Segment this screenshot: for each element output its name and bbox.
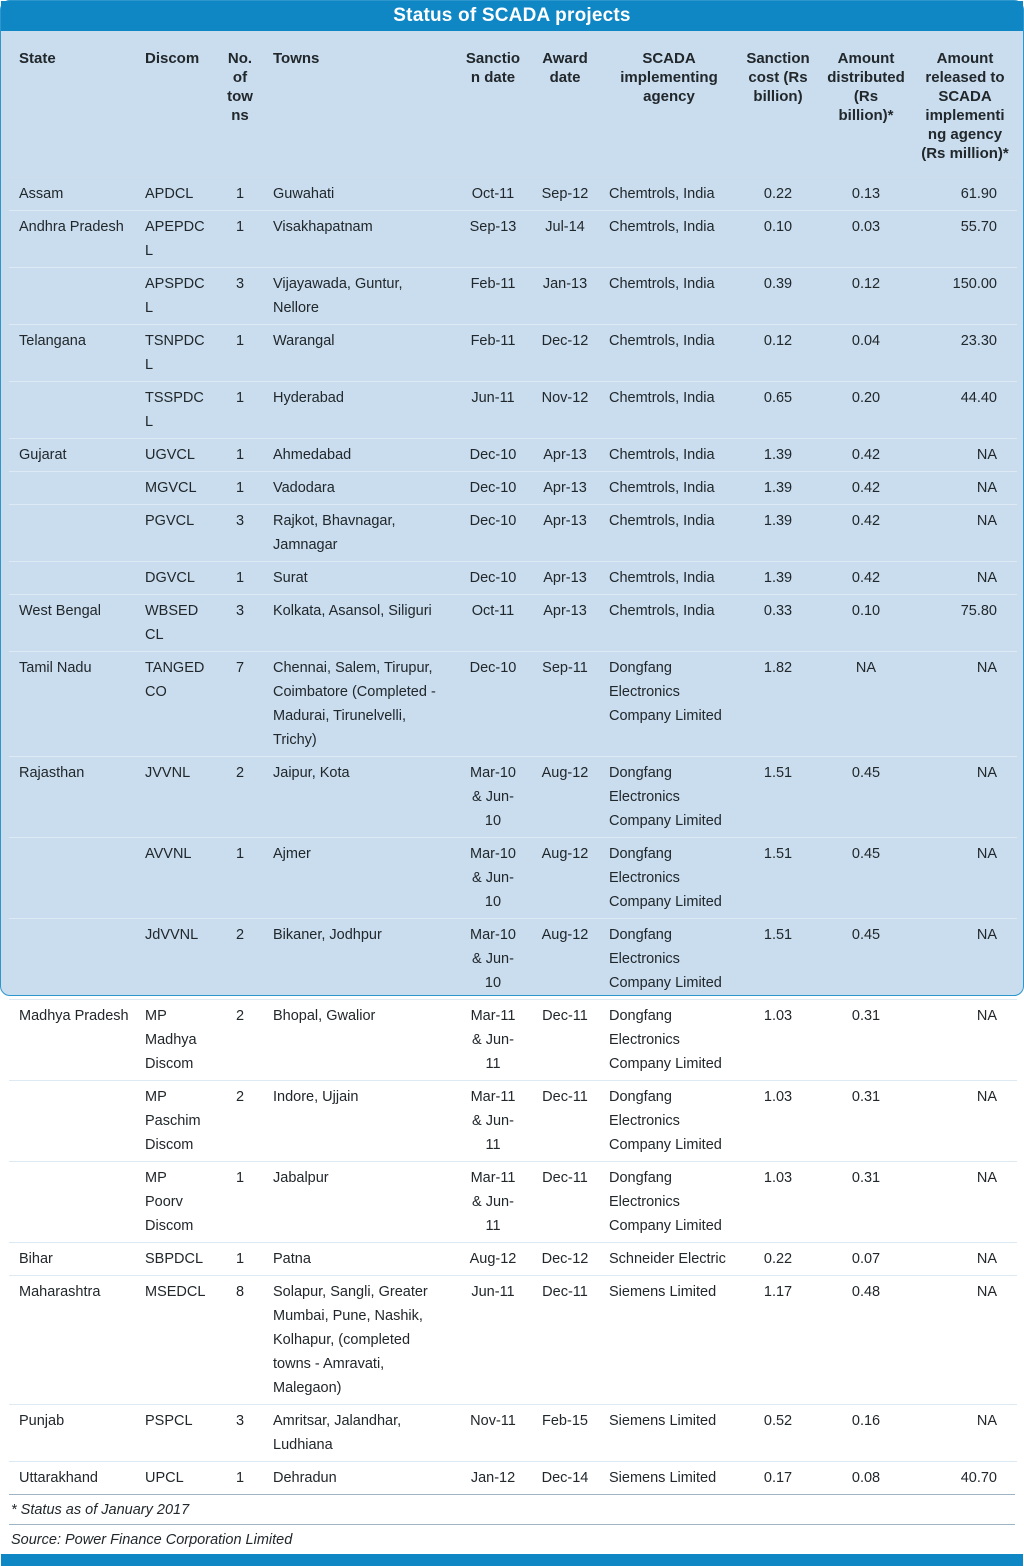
cell-discom: UPCL	[145, 1470, 184, 1486]
cell-sanction-date: Mar-10 & Jun-10	[470, 846, 516, 910]
cell-towns: Guwahati	[273, 186, 335, 202]
cell-amount-released: NA	[976, 846, 997, 862]
status-footnote: * Status as of January 2017	[9, 1495, 1015, 1525]
cell-towns: Patna	[273, 1251, 311, 1267]
cell-discom: MGVCL	[145, 480, 197, 496]
cell-state: Punjab	[19, 1413, 65, 1429]
footnotes	[9, 1494, 1015, 1554]
cell-amount-released: 44.40	[960, 390, 997, 406]
cell-discom: PSPCL	[145, 1413, 193, 1429]
cell-sanction-date: Dec-10	[469, 513, 517, 529]
cell-sanction-date: Aug-12	[469, 1251, 517, 1267]
cell-agency: Dongfang Electronics Company Limited	[609, 846, 722, 910]
cell-sanction-date: Oct-11	[471, 186, 515, 202]
cell-agency: Chemtrols, India	[609, 447, 715, 463]
cell-sanction-cost: 1.51	[763, 846, 793, 862]
cell-sanction-date: Dec-10	[469, 447, 517, 463]
cell-discom: MP Poorv Discom	[145, 1170, 194, 1234]
cell-amount-distributed: 0.20	[851, 390, 881, 406]
cell-towns-count: 7	[235, 660, 245, 676]
column-header-towns: Towns	[273, 50, 320, 67]
cell-sanction-date: Mar-11 & Jun-11	[470, 1089, 516, 1153]
cell-state: Telangana	[19, 333, 86, 349]
cell-towns: Vadodara	[273, 480, 335, 496]
cell-sanction-date: Mar-11 & Jun-11	[470, 1170, 516, 1234]
cell-award-date: Dec-11	[542, 1008, 588, 1024]
table-header	[9, 31, 1017, 178]
table-row	[9, 472, 1017, 505]
cell-amount-distributed: 0.48	[851, 1284, 881, 1300]
cell-award-date: Sep-12	[541, 186, 589, 202]
column-header-state: State	[19, 50, 56, 67]
cell-towns: Hyderabad	[273, 390, 344, 406]
cell-towns: Bhopal, Gwalior	[273, 1008, 376, 1024]
cell-state: Uttarakhand	[19, 1470, 98, 1486]
cell-amount-released: NA	[976, 927, 997, 943]
cell-award-date: Jul-14	[545, 219, 585, 235]
cell-state	[9, 1081, 137, 1162]
cell-state	[9, 382, 137, 439]
cell-discom: JdVVNL	[145, 927, 199, 943]
cell-sanction-date: Oct-11	[471, 603, 515, 619]
cell-agency: Dongfang Electronics Company Limited	[609, 1008, 722, 1072]
cell-towns-count: 1	[235, 1470, 245, 1486]
table-row	[9, 1081, 1017, 1162]
cell-state	[9, 1162, 137, 1243]
cell-amount-distributed: 0.45	[851, 927, 881, 943]
column-header-award-date: Award date	[542, 50, 588, 86]
column-header-discom: Discom	[145, 50, 200, 67]
table-row	[9, 652, 1017, 757]
cell-towns: Kolkata, Asansol, Siliguri	[273, 603, 432, 619]
cell-amount-released: NA	[976, 1284, 997, 1300]
cell-award-date: Dec-11	[542, 1089, 588, 1105]
column-header-amount-released: Amount released to SCADA implementing agency (Rs million)*	[921, 50, 1009, 162]
cell-towns: Warangal	[273, 333, 335, 349]
cell-discom: MP Paschim Discom	[145, 1089, 201, 1153]
cell-state: Gujarat	[19, 447, 67, 463]
table-row	[9, 1162, 1017, 1243]
cell-agency: Siemens Limited	[609, 1284, 717, 1300]
cell-state	[9, 838, 137, 919]
cell-agency: Chemtrols, India	[609, 513, 715, 529]
cell-towns: Vijayawada, Guntur, Nellore	[273, 276, 403, 316]
scada-projects-table	[9, 31, 1017, 1494]
cell-amount-released: 61.90	[960, 186, 997, 202]
cell-sanction-date: Jun-11	[471, 390, 515, 406]
cell-amount-distributed: 0.42	[851, 513, 881, 529]
cell-state: Rajasthan	[19, 765, 85, 781]
cell-amount-distributed: 0.16	[851, 1413, 881, 1429]
cell-amount-distributed: 0.12	[851, 276, 881, 292]
cell-award-date: Apr-13	[543, 480, 587, 496]
table-row	[9, 178, 1017, 211]
cell-award-date: Dec-11	[542, 1284, 588, 1300]
cell-sanction-date: Mar-10 & Jun-10	[470, 765, 516, 829]
cell-sanction-cost: 0.65	[763, 390, 793, 406]
cell-amount-released: 55.70	[960, 219, 997, 235]
cell-agency: Dongfang Electronics Company Limited	[609, 1089, 722, 1153]
cell-award-date: Apr-13	[543, 570, 587, 586]
cell-award-date: Nov-12	[541, 390, 589, 406]
cell-discom: WBSEDCL	[145, 603, 199, 643]
cell-sanction-date: Feb-11	[470, 333, 516, 349]
cell-towns: Dehradun	[273, 1470, 337, 1486]
cell-discom: UGVCL	[145, 447, 195, 463]
cell-discom: AVVNL	[145, 846, 192, 862]
cell-towns-count: 8	[235, 1284, 245, 1300]
cell-towns: Solapur, Sangli, Greater Mumbai, Pune, Nashik, Kolhapur, (completed towns - Amravati, Malegaon)	[273, 1284, 428, 1396]
cell-towns-count: 1	[235, 219, 245, 235]
cell-sanction-cost: 0.22	[763, 1251, 793, 1267]
source-note: Source: Power Finance Corporation Limited	[11, 1532, 293, 1548]
cell-award-date: Aug-12	[541, 765, 589, 781]
cell-discom: APEPDCL	[145, 219, 205, 259]
cell-discom: JVVNL	[145, 765, 191, 781]
cell-amount-released: NA	[976, 480, 997, 496]
cell-sanction-cost: 1.39	[763, 570, 793, 586]
cell-towns: Visakhapatnam	[273, 219, 373, 235]
cell-sanction-cost: 0.39	[763, 276, 793, 292]
cell-towns-count: 1	[235, 480, 245, 496]
cell-discom: APDCL	[145, 186, 194, 202]
page-title: Status of SCADA projects	[393, 5, 631, 26]
cell-towns-count: 1	[235, 570, 245, 586]
cell-agency: Chemtrols, India	[609, 219, 715, 235]
cell-towns-count: 3	[235, 603, 245, 619]
table-row	[9, 1462, 1017, 1495]
table-row	[9, 838, 1017, 919]
cell-agency: Dongfang Electronics Company Limited	[609, 765, 722, 829]
table-row	[9, 595, 1017, 652]
cell-discom: TSSPDCL	[145, 390, 204, 430]
cell-amount-released: NA	[976, 1089, 997, 1105]
cell-award-date: Apr-13	[543, 513, 587, 529]
cell-sanction-date: Dec-10	[469, 480, 517, 496]
cell-state	[9, 472, 137, 505]
cell-amount-distributed: 0.10	[851, 603, 881, 619]
cell-agency: Chemtrols, India	[609, 480, 715, 496]
column-header-sanction-date: Sanction date	[465, 50, 521, 86]
cell-amount-released: NA	[976, 765, 997, 781]
cell-amount-released: 40.70	[960, 1470, 997, 1486]
column-header-amount-distributed: Amount distributed (Rs billion)*	[827, 50, 905, 124]
cell-towns: Jabalpur	[273, 1170, 329, 1186]
cell-sanction-cost: 0.22	[763, 186, 793, 202]
cell-sanction-cost: 1.51	[763, 927, 793, 943]
cell-agency: Chemtrols, India	[609, 570, 715, 586]
cell-sanction-date: Mar-11 & Jun-11	[470, 1008, 516, 1072]
cell-award-date: Dec-12	[541, 333, 589, 349]
cell-towns: Surat	[273, 570, 308, 586]
cell-state: Assam	[19, 186, 64, 202]
cell-towns-count: 3	[235, 513, 245, 529]
cell-sanction-cost: 1.82	[763, 660, 793, 676]
cell-agency: Chemtrols, India	[609, 390, 715, 406]
cell-amount-released: NA	[976, 660, 997, 676]
table-row	[9, 325, 1017, 382]
cell-sanction-date: Jun-11	[471, 1284, 515, 1300]
cell-agency: Chemtrols, India	[609, 333, 715, 349]
cell-sanction-cost: 0.10	[763, 219, 793, 235]
table-row	[9, 1000, 1017, 1081]
cell-amount-distributed: 0.07	[851, 1251, 881, 1267]
column-header-agency: SCADA implementing agency	[620, 50, 718, 105]
cell-agency: Dongfang Electronics Company Limited	[609, 927, 722, 991]
table-row	[9, 1405, 1017, 1462]
table-row	[9, 562, 1017, 595]
cell-award-date: Apr-13	[543, 447, 587, 463]
table-body	[9, 178, 1017, 1495]
cell-amount-distributed: 0.45	[851, 846, 881, 862]
cell-state: Maharashtra	[19, 1284, 101, 1300]
title-bar	[1, 1, 1023, 31]
cell-sanction-cost: 1.51	[763, 765, 793, 781]
cell-award-date: Dec-14	[541, 1470, 589, 1486]
table-row	[9, 1276, 1017, 1405]
cell-towns-count: 1	[235, 846, 245, 862]
column-header-towns-count: No. of towns	[227, 50, 253, 124]
cell-award-date: Dec-11	[542, 1170, 588, 1186]
cell-sanction-cost: 1.39	[763, 513, 793, 529]
cell-sanction-cost: 1.03	[763, 1170, 793, 1186]
cell-sanction-date: Nov-11	[470, 1413, 516, 1429]
cell-amount-distributed: 0.03	[851, 219, 881, 235]
table-header-row	[9, 31, 1017, 178]
cell-agency: Siemens Limited	[609, 1413, 717, 1429]
cell-amount-released: 23.30	[960, 333, 997, 349]
cell-amount-distributed: 0.31	[851, 1008, 881, 1024]
cell-towns: Amritsar, Jalandhar, Ludhiana	[273, 1413, 402, 1453]
cell-amount-released: NA	[976, 570, 997, 586]
cell-towns: Jaipur, Kota	[273, 765, 350, 781]
cell-towns-count: 1	[235, 1170, 245, 1186]
cell-award-date: Aug-12	[541, 846, 589, 862]
cell-towns-count: 1	[235, 1251, 245, 1267]
cell-sanction-cost: 1.17	[763, 1284, 793, 1300]
cell-discom: TANGEDCO	[145, 660, 205, 700]
cell-discom: TSNPDCL	[145, 333, 205, 373]
cell-amount-distributed: 0.42	[851, 480, 881, 496]
cell-amount-distributed: 0.04	[851, 333, 881, 349]
cell-agency: Chemtrols, India	[609, 603, 715, 619]
cell-towns: Chennai, Salem, Tirupur, Coimbatore (Completed - Madurai, Tirunelvelli, Trichy)	[273, 660, 436, 748]
cell-towns: Rajkot, Bhavnagar, Jamnagar	[273, 513, 396, 553]
table-row	[9, 211, 1017, 268]
cell-sanction-cost: 1.39	[763, 480, 793, 496]
cell-amount-released: 75.80	[960, 603, 997, 619]
cell-amount-released: NA	[976, 1170, 997, 1186]
cell-sanction-date: Sep-13	[469, 219, 517, 235]
cell-sanction-date: Feb-11	[470, 276, 516, 292]
cell-towns-count: 3	[235, 276, 245, 292]
cell-towns-count: 3	[235, 1413, 245, 1429]
table-row	[9, 919, 1017, 1000]
cell-amount-released: NA	[976, 1413, 997, 1429]
cell-towns-count: 2	[235, 1008, 245, 1024]
cell-towns-count: 2	[235, 1089, 245, 1105]
cell-state: Tamil Nadu	[19, 660, 92, 676]
cell-state: West Bengal	[19, 603, 101, 619]
cell-agency: Dongfang Electronics Company Limited	[609, 660, 722, 724]
cell-sanction-cost: 0.52	[763, 1413, 793, 1429]
cell-towns: Indore, Ujjain	[273, 1089, 359, 1105]
cell-towns: Ahmedabad	[273, 447, 352, 463]
cell-amount-distributed: 0.31	[851, 1089, 881, 1105]
cell-sanction-date: Jan-12	[470, 1470, 516, 1486]
table-row	[9, 382, 1017, 439]
cell-sanction-date: Dec-10	[469, 570, 517, 586]
cell-amount-released: NA	[976, 1251, 997, 1267]
cell-discom: APSPDCL	[145, 276, 205, 316]
cell-state: Bihar	[19, 1251, 53, 1267]
cell-towns-count: 1	[235, 390, 245, 406]
cell-state: Madhya Pradesh	[19, 1008, 129, 1024]
cell-towns: Bikaner, Jodhpur	[273, 927, 382, 943]
cell-agency: Dongfang Electronics Company Limited	[609, 1170, 722, 1234]
cell-award-date: Feb-15	[542, 1413, 588, 1429]
cell-award-date: Sep-11	[542, 660, 588, 676]
cell-sanction-cost: 1.39	[763, 447, 793, 463]
cell-amount-distributed: 0.45	[851, 765, 881, 781]
cell-agency: Siemens Limited	[609, 1470, 717, 1486]
table-row	[9, 1243, 1017, 1276]
cell-discom: MP Madhya Discom	[145, 1008, 197, 1072]
cell-amount-distributed: 0.08	[851, 1470, 881, 1486]
cell-amount-released: NA	[976, 513, 997, 529]
cell-towns-count: 1	[235, 186, 245, 202]
cell-state	[9, 562, 137, 595]
cell-amount-released: NA	[976, 447, 997, 463]
table-row	[9, 268, 1017, 325]
cell-agency: Schneider Electric	[609, 1251, 726, 1267]
cell-amount-distributed: 0.42	[851, 570, 881, 586]
column-header-sanction-cost: Sanction cost (Rs billion)	[746, 50, 810, 105]
cell-amount-distributed: NA	[855, 660, 877, 676]
cell-sanction-date: Dec-10	[469, 660, 517, 676]
bottom-accent-bar	[1, 1554, 1023, 1566]
cell-towns: Ajmer	[273, 846, 311, 862]
cell-discom: MSEDCL	[145, 1284, 206, 1300]
table-row	[9, 505, 1017, 562]
cell-sanction-cost: 0.33	[763, 603, 793, 619]
cell-amount-distributed: 0.42	[851, 447, 881, 463]
cell-amount-released: 150.00	[952, 276, 997, 292]
cell-amount-distributed: 0.31	[851, 1170, 881, 1186]
cell-amount-released: NA	[976, 1008, 997, 1024]
cell-discom: PGVCL	[145, 513, 195, 529]
cell-towns-count: 2	[235, 765, 245, 781]
table-row	[9, 757, 1017, 838]
cell-award-date: Jan-13	[542, 276, 588, 292]
cell-state	[9, 268, 137, 325]
cell-sanction-cost: 0.17	[763, 1470, 793, 1486]
cell-agency: Chemtrols, India	[609, 186, 715, 202]
cell-sanction-date: Mar-10 & Jun-10	[470, 927, 516, 991]
cell-sanction-cost: 1.03	[763, 1089, 793, 1105]
cell-sanction-cost: 0.12	[763, 333, 793, 349]
cell-towns-count: 2	[235, 927, 245, 943]
cell-amount-distributed: 0.13	[851, 186, 881, 202]
cell-discom: SBPDCL	[145, 1251, 204, 1267]
cell-discom: DGVCL	[145, 570, 195, 586]
cell-award-date: Aug-12	[541, 927, 589, 943]
table-row	[9, 439, 1017, 472]
cell-award-date: Dec-12	[541, 1251, 589, 1267]
cell-state	[9, 919, 137, 1000]
cell-state: Andhra Pradesh	[19, 219, 124, 235]
cell-agency: Chemtrols, India	[609, 276, 715, 292]
cell-award-date: Apr-13	[543, 603, 587, 619]
cell-towns-count: 1	[235, 333, 245, 349]
cell-towns-count: 1	[235, 447, 245, 463]
cell-state	[9, 505, 137, 562]
cell-sanction-cost: 1.03	[763, 1008, 793, 1024]
